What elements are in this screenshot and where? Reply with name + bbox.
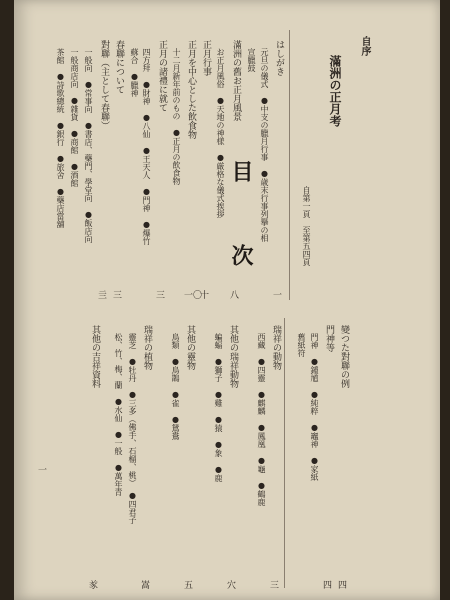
page-number: 一〇 [184, 291, 203, 301]
page-number: 十 [200, 291, 210, 301]
page-number: 嵩 [141, 581, 151, 591]
toc-title: 目 次 [228, 160, 254, 286]
folio-mark: 一 [36, 465, 46, 474]
toc-entry-8: 十二月新年前のもの ●正月の飲食物 [172, 48, 181, 185]
page-number: 㒸 [89, 581, 99, 591]
page-number: 穴 [227, 581, 237, 591]
chapter-title: 滿洲の正月考 [328, 55, 342, 127]
toc-entry-6: 正月行事 [201, 40, 211, 76]
page-number: 四 [323, 581, 333, 591]
toc-entry-11: 蘇合 ●臘神 [130, 48, 139, 97]
toc-entry-23: 其他の瑞祥動物 [228, 325, 238, 388]
toc-entry-14: 一般向 ●常事向 ●書店、藥門、學堂向 ●飯店向 [84, 48, 93, 243]
toc-entry-26: 鳥類 ●鳥鵲 ●雀 ●鴛鴦 [171, 333, 180, 440]
toc-entry-2: 元旦の儀式 ●中支の臘月行事 ●歳末行事列擧の相 [260, 48, 269, 242]
page-number: 八 [230, 291, 240, 301]
toc-entry-16: 茶館 ●詩歌總統 ●銀行 ●旅舍 ●藥店當舖 [56, 48, 65, 228]
page-number: 三 [113, 291, 123, 301]
chapter-range: 自第一頁 至第五四頁 [302, 186, 311, 266]
toc-entry-21: 瑞祥の動物 [271, 325, 281, 370]
book-page [14, 0, 440, 600]
page-number: 一 [273, 291, 283, 301]
toc-entry-10: 四方拜 ●財神 ●八仙 ●王天人 ●門神 ●爆竹 [142, 48, 151, 245]
toc-entry-12: 春聯について [114, 40, 124, 94]
divider [284, 318, 285, 588]
toc-entry-3: 宣臘鼓 [247, 48, 256, 72]
toc-entry-29: 松、竹、梅、蘭 ●水仙 ●一般 ●萬年青 [114, 333, 123, 496]
toc-entry-25: 其他の靈物 [185, 325, 195, 370]
toc-entry-30: 其他の吉祥資料 [90, 325, 100, 388]
page-number: 亖 [98, 291, 108, 301]
toc-entry-13: 對聯（主として春聯） [99, 40, 109, 130]
toc-entry-17: 變つた對聯の例 [339, 325, 349, 388]
toc-entry-22: 西藏 ●四靈 ●麒麟 ●鳳凰 ●龜 ●鶴鹿 [257, 333, 266, 506]
toc-entry-4: 滿洲の舊お正月風景 [231, 40, 241, 121]
toc-entry-28: 靈芝 ●牡丹 ●三多（佛手、石榴、桃） ●四君子 [128, 333, 137, 524]
toc-entry-20: 舊紙符 [297, 333, 306, 357]
running-head: 自序 [359, 36, 370, 56]
page-number: 四 [338, 581, 348, 591]
toc-entry-1: はしがき [274, 40, 284, 76]
toc-entry-5: お正月風俗 ●天地の神様 ●厳格な儀式挨拶 [216, 48, 225, 218]
page-number: 三 [270, 581, 280, 591]
toc-entry-9: 正月の諸禮に就て [157, 40, 167, 112]
toc-entry-18: 門神等 [324, 325, 334, 352]
page-number: 五 [184, 581, 194, 591]
toc-entry-24: 蝙蝠 ●獅子 ●雞 ●猿 ●象 ●鹿 [214, 333, 223, 482]
toc-entry-19: 門神 ●鍾馗 ●純粹 ●竈神 ●家紙 [310, 333, 319, 481]
divider [289, 30, 290, 300]
toc-entry-15: 一般商店向 ●雜貨 ●商館 ●酒館 [70, 48, 79, 187]
toc-entry-27: 瑞祥の植物 [142, 325, 152, 370]
page-number: 三 [156, 291, 166, 301]
toc-entry-7: 正月を中心とした飲食物 [186, 40, 196, 139]
